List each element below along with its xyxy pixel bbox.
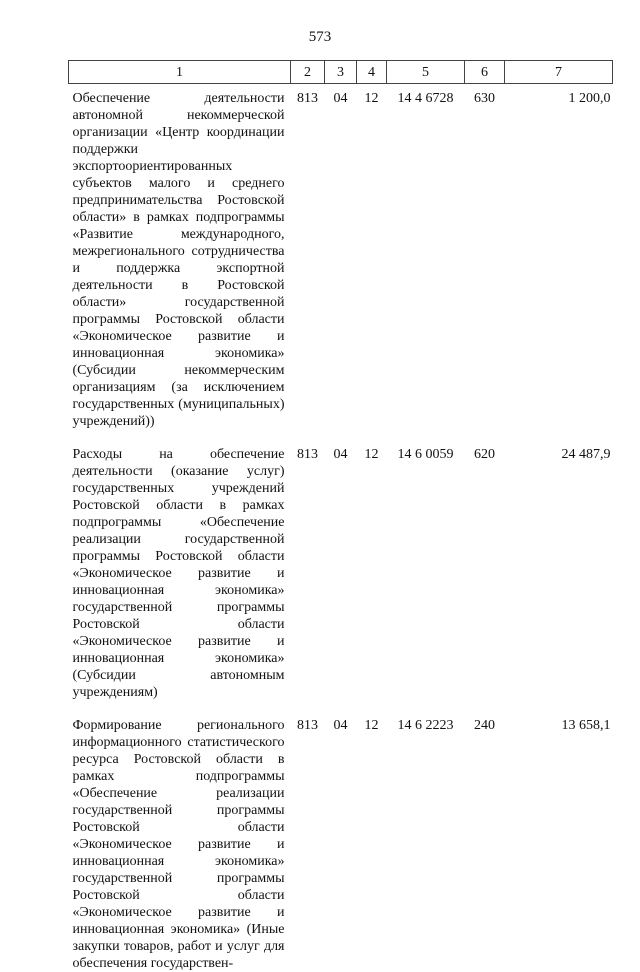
row-target-item-code: 14 4 6728 [397, 91, 454, 106]
row-target-item-code: 14 6 0059 [397, 447, 454, 462]
column-header-2: 2 [291, 61, 325, 84]
row-amount: 13 658,1 [561, 718, 611, 733]
row-expense-type-code: 620 [474, 447, 495, 462]
row-expense-type-code: 630 [474, 91, 495, 106]
row-subsection-code: 12 [364, 718, 379, 733]
column-header-7: 7 [505, 61, 613, 84]
row-subsection-code: 12 [364, 447, 379, 462]
table-row [69, 446, 613, 701]
row-spacer [69, 430, 613, 446]
row-section-code: 04 [333, 447, 348, 462]
row-section-code: 04 [333, 91, 348, 106]
row-spacer [69, 701, 613, 717]
row-ministry-code: 813 [297, 718, 318, 733]
column-header-3: 3 [325, 61, 357, 84]
column-header-6: 6 [465, 61, 505, 84]
page-number: 573 [308, 29, 332, 45]
row-description: Обеспечение деятельности автономной некоммерческой организации «Центр координации поддержки экспортоориентированных субъектов малого и среднего предпринимательства Ростовской области» в рамках подпрограммы «Развитие международного, межрегионального сотрудничества и поддержка экспортной деятельности в Ростовской области» государственной программы Ростовской области «Экономическое развитие и инновационная экономика» (Субсидии некоммерческим организациям (за исключением государственных (муниципальных) учреждений)) [72, 91, 285, 429]
row-amount: 24 487,9 [561, 447, 611, 462]
table-row [69, 717, 613, 972]
row-description: Формирование регионального информационного статистического ресурса Ростовской области в рамках подпрограммы «Обеспечение реализации государственной программы Ростовской области «Экономическое развитие и инновационная экономика» государственной программы Ростовской области «Экономическое развитие и инновационная экономика» (Иные закупки товаров, работ и услуг для обеспечения государствен- [72, 718, 285, 971]
table-header-row [69, 61, 613, 84]
budget-table [68, 60, 613, 972]
column-header-5: 5 [387, 61, 465, 84]
row-description: Расходы на обеспечение деятельности (оказание услуг) государственных учреждений Ростовской области в рамках подпрограммы «Обеспечение реализации государственной программы Ростовской области «Экономическое развитие и инновационная экономика» государственной программы Ростовской области «Экономическое развитие и инновационная экономика» (Субсидии автономным учреждениям) [72, 447, 285, 700]
row-amount: 1 200,0 [568, 91, 611, 106]
table-row [69, 84, 613, 431]
row-subsection-code: 12 [364, 91, 379, 106]
row-expense-type-code: 240 [474, 718, 495, 733]
row-ministry-code: 813 [297, 447, 318, 462]
row-target-item-code: 14 6 2223 [397, 718, 454, 733]
column-header-1: 1 [69, 61, 291, 84]
row-ministry-code: 813 [297, 91, 318, 106]
row-section-code: 04 [333, 718, 348, 733]
column-header-4: 4 [357, 61, 387, 84]
